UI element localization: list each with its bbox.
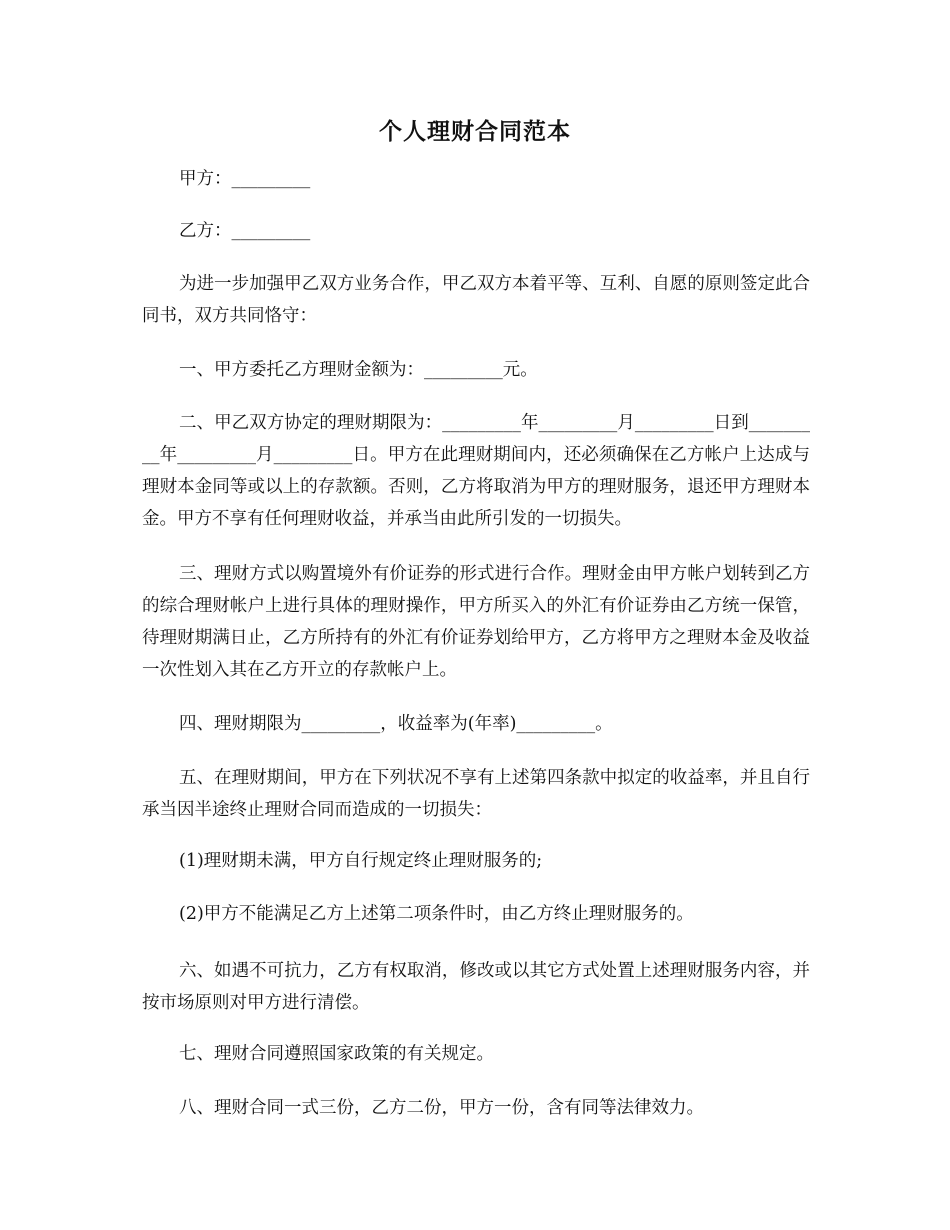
clause-3: 三、理财方式以购置境外有价证券的形式进行合作。理财金由甲方帐户划转到乙方的综合理财帐户上进行具体的理财操作，甲方所买入的外汇有价证券由乙方统一保管，待理财期满日止，乙方所持有的外汇有价证券划给甲方，乙方将甲方之理财本金及收益一次性划入其在乙方开立的存款帐户上。 — [142, 564, 810, 680]
clause-5-item-2: (2)甲方不能满足乙方上述第二项条件时，由乙方终止理财服务的。 — [179, 904, 694, 924]
party-b-line: 乙方：_________ — [179, 221, 311, 241]
intro-paragraph: 为进一步加强甲乙双方业务合作，甲乙双方本着平等、互利、自愿的原则签定此合同书，双方共同恪守： — [142, 274, 810, 326]
clause-2: 二、甲乙双方协定的理财期限为：_________年_________月_________日到_________年_________月_________日。甲方在此理财期间内，还必须确保在乙方帐户上达成与理财本金同等或以上的存款额。否则，乙方将取消为甲方的理财服务，退还甲方理财本金。甲方不享有任何理财收益，并承当由此所引发的一切损失。 — [142, 413, 810, 529]
clause-1: 一、甲方委托乙方理财金额为：_________元。 — [179, 360, 538, 380]
document-title: 个人理财合同范本 — [379, 118, 571, 145]
clause-6: 六、如遇不可抗力，乙方有权取消，修改或以其它方式处置上述理财服务内容，并按市场原则对甲方进行清偿。 — [142, 961, 810, 1013]
clause-4: 四、理财期限为_________，收益率为(年率)_________。 — [179, 714, 613, 734]
party-a-line: 甲方：_________ — [179, 169, 311, 189]
clause-7: 七、理财合同遵照国家政策的有关规定。 — [179, 1044, 494, 1064]
clause-5-item-1: (1)理财期未满，甲方自行规定终止理财服务的; — [179, 851, 543, 871]
clause-5: 五、在理财期间，甲方在下列状况不享有上述第四条款中拟定的收益率，并且自行承当因半途终止理财合同而造成的一切损失： — [142, 768, 810, 820]
clause-8: 八、理财合同一式三份，乙方二份，甲方一份，含有同等法律效力。 — [179, 1098, 704, 1118]
